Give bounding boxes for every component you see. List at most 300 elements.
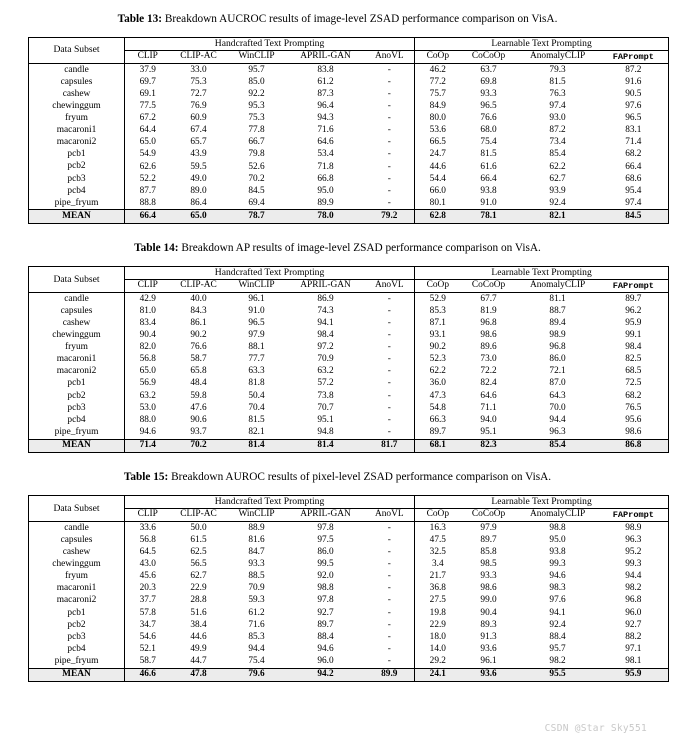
mean-cell-april-gan: 78.0 (287, 210, 365, 224)
cell-macaroni2-anomalyclip: 73.4 (549, 137, 566, 148)
row-label-pcb4: pcb4 (29, 414, 125, 426)
cell-fryum-anomalyclip: 96.8 (549, 342, 566, 353)
cell-pcb4-faprompt: 97.1 (625, 643, 642, 654)
row-label-pcb2: pcb2 (29, 161, 125, 173)
cell-pcb4-clip-ac: 49.9 (190, 643, 207, 654)
cell-pcb1-clip-ac: 51.6 (190, 607, 207, 618)
cell-pcb4-clip-ac: 90.6 (190, 414, 207, 425)
cell-pcb2-cocoop: 89.3 (480, 619, 497, 630)
cell-pcb3-anomalyclip: 62.7 (549, 173, 566, 184)
column-header-winclip: WinCLIP (227, 279, 287, 292)
cell-capsules-clip-ac: 61.5 (190, 535, 207, 545)
cell-cashew-anovl: - (387, 88, 391, 99)
table-row (29, 378, 669, 390)
table-row (29, 330, 669, 342)
cell-fryum-faprompt: 98.4 (625, 342, 642, 353)
table-row (29, 402, 669, 414)
table-row (29, 197, 669, 210)
row-label-chewinggum: chewinggum (29, 330, 125, 342)
mean-cell-clip-ac: 70.2 (171, 439, 227, 453)
cell-pcb2-winclip: 52.6 (248, 161, 265, 172)
row-label-macaroni1: macaroni1 (29, 583, 125, 595)
table-row (29, 113, 669, 125)
row-label-macaroni2: macaroni2 (29, 137, 125, 149)
mean-row (29, 439, 669, 453)
cell-pcb1-faprompt: 96.0 (625, 607, 642, 618)
cell-capsules-anovl: - (387, 76, 391, 87)
cell-cashew-cocoop: 96.8 (480, 318, 497, 329)
cell-macaroni1-april-gan: 71.6 (317, 125, 334, 136)
cell-macaroni2-clip: 65.0 (139, 366, 156, 377)
column-header-anomalyclip: AnomalyCLIP (517, 508, 599, 521)
cell-capsules-cocoop: 89.7 (480, 535, 497, 545)
table-row (29, 619, 669, 631)
table-row (29, 595, 669, 607)
cell-pcb3-cocoop: 66.4 (480, 173, 497, 184)
cell-candle-winclip: 88.9 (248, 522, 265, 533)
table-13-block (28, 0, 654, 224)
cell-chewinggum-faprompt: 99.1 (625, 330, 642, 341)
cell-chewinggum-anovl: - (387, 559, 391, 570)
column-header-winclip: WinCLIP (227, 508, 287, 521)
cell-pcb4-clip: 88.0 (139, 414, 156, 425)
cell-fryum-anomalyclip: 94.6 (549, 571, 566, 582)
cell-candle-anovl: - (387, 64, 391, 75)
cell-chewinggum-anomalyclip: 98.9 (549, 330, 566, 341)
table-row (29, 656, 669, 669)
table-row (29, 354, 669, 366)
cell-candle-faprompt: 89.7 (625, 293, 642, 304)
cell-candle-clip-ac: 40.0 (190, 293, 207, 304)
table-row (29, 631, 669, 643)
cell-pcb1-anovl: - (387, 607, 391, 618)
cell-macaroni1-cocoop: 68.0 (480, 125, 497, 136)
cell-chewinggum-clip-ac: 76.9 (190, 101, 207, 112)
mean-cell-coop: 24.1 (415, 668, 461, 682)
mean-cell-anomalyclip: 82.1 (517, 210, 599, 224)
cell-chewinggum-anomalyclip: 97.4 (549, 101, 566, 112)
row-label-capsules: capsules (29, 76, 125, 88)
cell-macaroni2-clip: 65.0 (139, 137, 156, 148)
column-header-cocoop: CoCoOp (461, 508, 517, 521)
row-label-pipe_fryum: pipe_fryum (29, 656, 125, 669)
cell-candle-april-gan: 86.9 (317, 293, 334, 304)
row-label-mean: MEAN (29, 668, 125, 682)
row-label-candle: candle (29, 292, 125, 305)
cell-macaroni2-clip: 37.7 (139, 595, 156, 606)
cell-macaroni2-winclip: 63.3 (248, 366, 265, 377)
cell-candle-faprompt: 87.2 (625, 64, 642, 75)
column-header-clip: CLIP (125, 50, 171, 63)
column-header-faprompt: FAPrompt (599, 508, 669, 521)
group-header-row (29, 37, 669, 50)
mean-cell-anovl: 89.9 (365, 668, 415, 682)
cell-cashew-coop: 87.1 (415, 318, 461, 330)
caption-label: Table 13: (117, 13, 163, 25)
cell-cashew-coop: 75.7 (415, 89, 461, 101)
row-label-pcb1: pcb1 (29, 149, 125, 161)
mean-cell-clip: 71.4 (125, 439, 171, 453)
cell-pcb4-cocoop: 93.8 (480, 185, 497, 196)
cell-chewinggum-april-gan: 99.5 (317, 559, 334, 570)
cell-macaroni1-faprompt: 98.2 (625, 583, 642, 594)
cell-cashew-clip-ac: 86.1 (190, 318, 207, 329)
cell-candle-clip-ac: 50.0 (190, 522, 207, 533)
row-label-fryum: fryum (29, 571, 125, 583)
cell-candle-clip-ac: 33.0 (190, 64, 207, 75)
cell-chewinggum-anomalyclip: 99.3 (549, 559, 566, 570)
cell-pcb3-anovl: - (387, 631, 391, 642)
column-header-clip: CLIP (125, 508, 171, 521)
row-label-pcb1: pcb1 (29, 378, 125, 390)
cell-chewinggum-cocoop: 98.6 (480, 330, 497, 341)
cell-pcb3-clip-ac: 49.0 (190, 173, 207, 184)
cell-macaroni1-clip-ac: 22.9 (190, 583, 207, 594)
cell-pcb2-clip: 62.6 (139, 161, 156, 172)
cell-candle-anovl: - (387, 522, 391, 533)
cell-pcb4-faprompt: 95.6 (625, 414, 642, 425)
cell-capsules-faprompt: 96.3 (625, 535, 642, 545)
cell-cashew-april-gan: 87.3 (317, 88, 334, 99)
cell-pcb1-clip: 56.9 (139, 378, 156, 389)
cell-pcb4-winclip: 84.5 (248, 185, 265, 196)
cell-macaroni2-coop: 62.2 (415, 366, 461, 378)
cell-candle-winclip: 95.7 (248, 64, 265, 75)
cell-pcb2-clip: 63.2 (139, 390, 156, 401)
column-header-april-gan: APRIL-GAN (287, 279, 365, 292)
table-row (29, 63, 669, 76)
cell-macaroni1-anomalyclip: 98.3 (549, 583, 566, 594)
cell-pcb3-clip: 54.6 (139, 631, 156, 642)
cell-cashew-clip: 83.4 (139, 318, 156, 329)
mean-cell-clip-ac: 65.0 (171, 210, 227, 224)
cell-candle-cocoop: 97.9 (480, 522, 497, 533)
cell-pcb2-faprompt: 92.7 (625, 619, 642, 630)
cell-pcb1-coop: 19.8 (415, 607, 461, 619)
cell-capsules-clip: 81.0 (139, 305, 156, 316)
cell-pcb3-cocoop: 71.1 (480, 402, 497, 413)
cell-pipe_fryum-anomalyclip: 92.4 (549, 197, 566, 208)
cell-pcb3-april-gan: 88.4 (317, 631, 334, 642)
group-header-row (29, 266, 669, 279)
cell-capsules-clip-ac: 75.3 (190, 76, 207, 87)
cell-capsules-cocoop: 81.9 (480, 305, 497, 316)
cell-pcb1-cocoop: 82.4 (480, 378, 497, 389)
data-subset-header: Data Subset (29, 495, 125, 521)
table-row (29, 306, 669, 318)
row-label-macaroni2: macaroni2 (29, 366, 125, 378)
cell-macaroni2-coop: 66.5 (415, 137, 461, 149)
cell-pcb2-winclip: 50.4 (248, 390, 265, 401)
cell-pcb2-faprompt: 66.4 (625, 161, 642, 172)
cell-pipe_fryum-april-gan: 89.9 (317, 197, 334, 208)
column-header-clip-ac: CLIP-AC (171, 508, 227, 521)
cell-fryum-april-gan: 97.2 (317, 342, 334, 353)
cell-pipe_fryum-anomalyclip: 96.3 (549, 426, 566, 437)
cell-pcb3-coop: 18.0 (415, 631, 461, 643)
cell-pcb3-clip: 52.2 (139, 173, 156, 184)
mean-cell-cocoop: 93.6 (461, 668, 517, 682)
cell-chewinggum-coop: 3.4 (415, 559, 461, 571)
cell-macaroni2-april-gan: 97.8 (317, 595, 334, 606)
cell-chewinggum-coop: 84.9 (415, 101, 461, 113)
cell-fryum-clip-ac: 60.9 (190, 113, 207, 124)
cell-fryum-april-gan: 92.0 (317, 571, 334, 582)
row-label-mean: MEAN (29, 439, 125, 453)
cell-macaroni1-anovl: - (387, 354, 391, 365)
mean-cell-faprompt: 95.9 (599, 668, 669, 682)
group-header-handcrafted: Handcrafted Text Prompting (125, 495, 415, 508)
cell-fryum-clip: 45.6 (139, 571, 156, 582)
cell-pcb3-clip-ac: 47.6 (190, 402, 207, 413)
cell-macaroni1-faprompt: 82.5 (625, 354, 642, 365)
cell-pcb4-anovl: - (387, 185, 391, 196)
cell-pcb1-anomalyclip: 87.0 (549, 378, 566, 389)
cell-pipe_fryum-anovl: - (387, 197, 391, 208)
table-row (29, 547, 669, 559)
table-14-block (28, 224, 654, 453)
caption-text: Breakdown AUROC results of pixel-level ZSAD performance comparison on VisA. (171, 471, 552, 484)
cell-macaroni1-coop: 52.3 (415, 354, 461, 366)
cell-macaroni1-clip-ac: 58.7 (190, 354, 207, 365)
cell-pipe_fryum-coop: 80.1 (415, 197, 461, 210)
cell-macaroni2-clip-ac: 65.8 (190, 366, 207, 377)
cell-pcb1-april-gan: 53.4 (317, 149, 334, 160)
mean-row (29, 210, 669, 224)
cell-capsules-clip-ac: 84.3 (190, 305, 207, 316)
cell-pipe_fryum-faprompt: 98.6 (625, 426, 642, 437)
cell-pipe_fryum-anovl: - (387, 655, 391, 666)
mean-cell-anovl: 79.2 (365, 210, 415, 224)
group-header-learnable: Learnable Text Prompting (415, 37, 669, 50)
cell-fryum-coop: 80.0 (415, 113, 461, 125)
row-label-pipe_fryum: pipe_fryum (29, 197, 125, 210)
row-label-mean: MEAN (29, 210, 125, 224)
cell-macaroni2-clip-ac: 65.7 (190, 137, 207, 148)
cell-candle-anovl: - (387, 293, 391, 304)
table-row (29, 185, 669, 197)
cell-pcb3-faprompt: 68.6 (625, 173, 642, 184)
table-row (29, 76, 669, 88)
table-row (29, 318, 669, 330)
cell-pipe_fryum-cocoop: 95.1 (480, 426, 497, 437)
cell-chewinggum-april-gan: 98.4 (317, 330, 334, 341)
table-row (29, 292, 669, 305)
mean-cell-anovl: 81.7 (365, 439, 415, 453)
cell-pcb4-winclip: 94.4 (248, 643, 265, 654)
cell-fryum-cocoop: 93.3 (480, 571, 497, 582)
cell-candle-cocoop: 67.7 (480, 293, 497, 304)
row-label-macaroni2: macaroni2 (29, 595, 125, 607)
cell-pcb2-april-gan: 73.8 (317, 390, 334, 401)
cell-pcb3-winclip: 70.4 (248, 402, 265, 413)
cell-cashew-faprompt: 90.5 (625, 88, 642, 99)
cell-pcb4-anovl: - (387, 414, 391, 425)
cell-capsules-anomalyclip: 88.7 (549, 305, 566, 316)
cell-chewinggum-clip-ac: 90.2 (190, 330, 207, 341)
column-header-row (29, 508, 669, 521)
row-label-pcb4: pcb4 (29, 643, 125, 655)
row-label-pipe_fryum: pipe_fryum (29, 426, 125, 439)
mean-cell-coop: 68.1 (415, 439, 461, 453)
cell-pipe_fryum-winclip: 75.4 (248, 655, 265, 666)
mean-cell-cocoop: 78.1 (461, 210, 517, 224)
row-label-pcb3: pcb3 (29, 173, 125, 185)
cell-pcb2-coop: 47.3 (415, 390, 461, 402)
cell-pcb1-coop: 24.7 (415, 149, 461, 161)
cell-pcb2-anovl: - (387, 161, 391, 172)
cell-pcb2-april-gan: 71.8 (317, 161, 334, 172)
cell-macaroni1-cocoop: 98.6 (480, 583, 497, 594)
cell-macaroni2-cocoop: 99.0 (480, 595, 497, 606)
column-header-winclip: WinCLIP (227, 50, 287, 63)
cell-cashew-coop: 32.5 (415, 547, 461, 559)
table-row (29, 125, 669, 137)
cell-pcb3-clip: 53.0 (139, 402, 156, 413)
mean-cell-winclip: 79.6 (227, 668, 287, 682)
cell-pcb4-anomalyclip: 95.7 (549, 643, 566, 654)
cell-macaroni1-april-gan: 98.8 (317, 583, 334, 594)
cell-pcb1-faprompt: 68.2 (625, 149, 642, 160)
column-header-april-gan: APRIL-GAN (287, 508, 365, 521)
cell-pcb3-anovl: - (387, 402, 391, 413)
table-15 (28, 495, 669, 682)
cell-pcb1-anomalyclip: 85.4 (549, 149, 566, 160)
table-row (29, 522, 669, 535)
cell-cashew-april-gan: 94.1 (317, 318, 334, 329)
table-row (29, 366, 669, 378)
cell-chewinggum-faprompt: 97.6 (625, 101, 642, 112)
cell-pcb3-april-gan: 66.8 (317, 173, 334, 184)
cell-pcb4-coop: 66.3 (415, 414, 461, 426)
cell-cashew-winclip: 84.7 (248, 547, 265, 558)
cell-pcb1-faprompt: 72.5 (625, 378, 642, 389)
column-header-faprompt: FAPrompt (599, 279, 669, 292)
cell-fryum-anovl: - (387, 113, 391, 124)
cell-capsules-coop: 47.5 (415, 535, 461, 547)
group-header-row (29, 495, 669, 508)
cell-pcb1-winclip: 79.8 (248, 149, 265, 160)
cell-candle-clip: 42.9 (139, 293, 156, 304)
cell-capsules-april-gan: 61.2 (317, 76, 334, 87)
cell-fryum-april-gan: 94.3 (317, 113, 334, 124)
cell-pipe_fryum-coop: 89.7 (415, 426, 461, 439)
column-header-anovl: AnoVL (365, 508, 415, 521)
column-header-cocoop: CoCoOp (461, 279, 517, 292)
table-row (29, 342, 669, 354)
cell-pipe_fryum-clip-ac: 44.7 (190, 655, 207, 666)
cell-fryum-faprompt: 94.4 (625, 571, 642, 582)
cell-capsules-cocoop: 69.8 (480, 76, 497, 87)
cell-macaroni2-clip-ac: 28.8 (190, 595, 207, 606)
mean-cell-coop: 62.8 (415, 210, 461, 224)
cell-capsules-faprompt: 91.6 (625, 76, 642, 87)
cell-pcb3-faprompt: 76.5 (625, 402, 642, 413)
cell-macaroni2-cocoop: 72.2 (480, 366, 497, 377)
row-label-cashew: cashew (29, 89, 125, 101)
column-header-anomalyclip: AnomalyCLIP (517, 50, 599, 63)
cell-pcb2-anovl: - (387, 390, 391, 401)
cell-pcb2-anomalyclip: 62.2 (549, 161, 566, 172)
cell-macaroni1-clip-ac: 67.4 (190, 125, 207, 136)
cell-cashew-anovl: - (387, 318, 391, 329)
cell-capsules-coop: 77.2 (415, 76, 461, 88)
cell-pcb2-anomalyclip: 64.3 (549, 390, 566, 401)
cell-candle-anomalyclip: 98.8 (549, 522, 566, 533)
row-label-fryum: fryum (29, 113, 125, 125)
table-row (29, 607, 669, 619)
cell-macaroni2-anovl: - (387, 366, 391, 377)
table-14-caption (28, 241, 647, 256)
cell-cashew-winclip: 96.5 (248, 318, 265, 329)
row-label-pcb2: pcb2 (29, 390, 125, 402)
table-row (29, 173, 669, 185)
cell-pcb3-anomalyclip: 70.0 (549, 402, 566, 413)
cell-pcb2-anovl: - (387, 619, 391, 630)
caption-text: Breakdown AUCROC results of image-level ZSAD performance comparison on VisA. (164, 13, 558, 25)
tables-container (28, 0, 654, 682)
cell-pcb1-april-gan: 92.7 (317, 607, 334, 618)
mean-cell-faprompt: 86.8 (599, 439, 669, 453)
table-row (29, 161, 669, 173)
cell-chewinggum-winclip: 93.3 (248, 559, 265, 570)
cell-pcb1-cocoop: 90.4 (480, 607, 497, 618)
group-header-learnable: Learnable Text Prompting (415, 495, 669, 508)
cell-candle-faprompt: 98.9 (625, 522, 642, 533)
column-header-cocoop: CoCoOp (461, 50, 517, 63)
row-label-cashew: cashew (29, 318, 125, 330)
cell-macaroni2-april-gan: 63.2 (317, 366, 334, 377)
cell-capsules-anomalyclip: 95.0 (549, 535, 566, 545)
column-header-clip: CLIP (125, 279, 171, 292)
cell-macaroni2-anovl: - (387, 137, 391, 148)
cell-macaroni1-faprompt: 83.1 (625, 125, 642, 136)
cell-capsules-clip: 56.8 (139, 535, 156, 545)
column-header-coop: CoOp (415, 279, 461, 292)
row-label-fryum: fryum (29, 342, 125, 354)
table-row (29, 101, 669, 113)
cell-fryum-winclip: 88.1 (248, 342, 265, 353)
cell-cashew-anomalyclip: 89.4 (549, 318, 566, 329)
cell-pcb4-anomalyclip: 93.9 (549, 185, 566, 196)
cell-macaroni1-winclip: 77.8 (248, 125, 265, 136)
cell-macaroni1-winclip: 70.9 (248, 583, 265, 594)
cell-pcb3-anomalyclip: 88.4 (549, 631, 566, 642)
cell-cashew-anovl: - (387, 547, 391, 558)
table-15-block (28, 453, 654, 682)
cell-candle-april-gan: 97.8 (317, 522, 334, 533)
cell-pcb1-winclip: 81.8 (248, 378, 265, 389)
cell-pcb3-anovl: - (387, 173, 391, 184)
mean-cell-cocoop: 82.3 (461, 439, 517, 453)
cell-macaroni2-coop: 27.5 (415, 595, 461, 607)
row-label-chewinggum: chewinggum (29, 559, 125, 571)
cell-pcb2-coop: 44.6 (415, 161, 461, 173)
cell-candle-april-gan: 83.8 (317, 64, 334, 75)
cell-cashew-clip-ac: 62.5 (190, 547, 207, 558)
cell-candle-winclip: 96.1 (248, 293, 265, 304)
column-header-faprompt: FAPrompt (599, 50, 669, 63)
mean-cell-april-gan: 81.4 (287, 439, 365, 453)
cell-pcb2-faprompt: 68.2 (625, 390, 642, 401)
cell-macaroni1-anomalyclip: 86.0 (549, 354, 566, 365)
cell-capsules-anomalyclip: 81.5 (549, 76, 566, 87)
cell-pipe_fryum-clip: 94.6 (139, 426, 156, 437)
row-label-pcb4: pcb4 (29, 185, 125, 197)
cell-pcb3-cocoop: 91.3 (480, 631, 497, 642)
cell-fryum-anomalyclip: 93.0 (549, 113, 566, 124)
mean-cell-anomalyclip: 95.5 (517, 668, 599, 682)
